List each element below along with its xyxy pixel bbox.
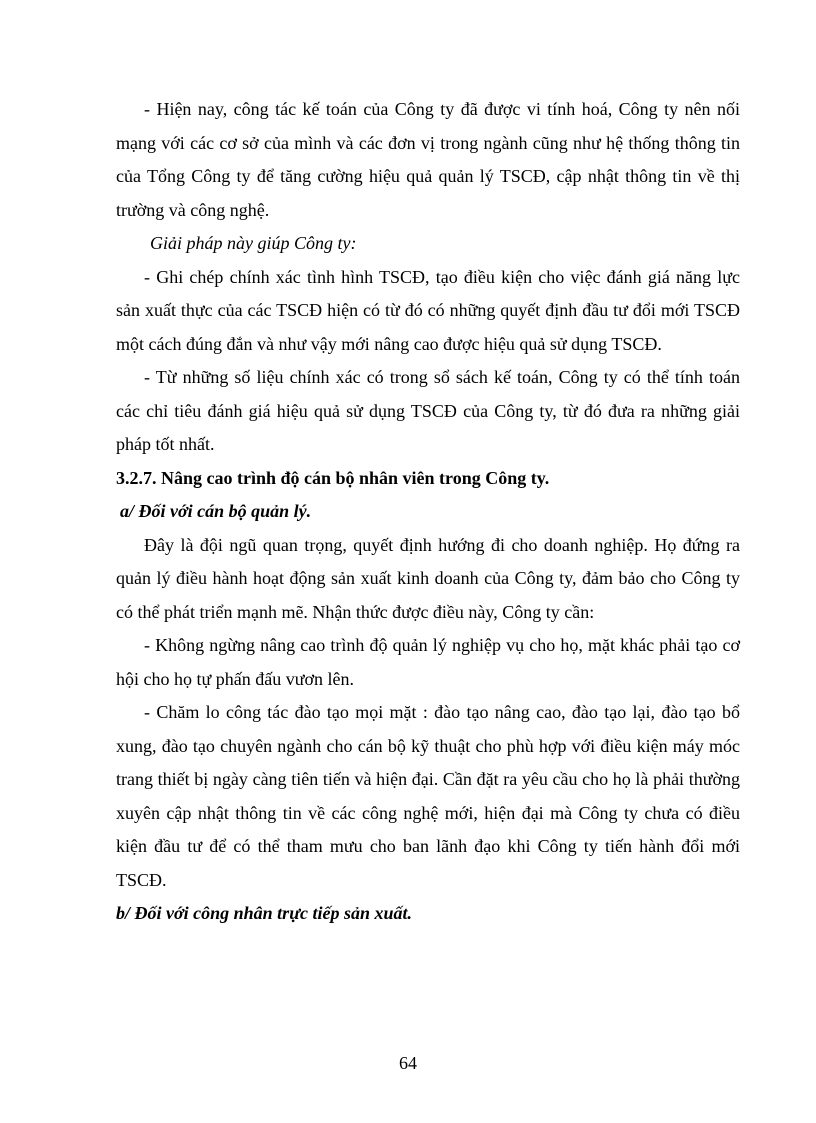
paragraph-managers-role: Đây là đội ngũ quan trọng, quyết định hướng đi cho doanh nghiệp. Họ đứng ra quản lý điều hành hoạt động sản xuất kinh doanh của Công ty, đảm bảo cho Công ty có thể phát triển mạnh mẽ. Nhận thức được điều này, Công ty cần: bbox=[116, 534, 740, 622]
section-heading: 3.2.7. Nâng cao trình độ cán bộ nhân viên trong Công ty. bbox=[116, 467, 550, 488]
subsection-heading-managers: a/ Đối với cán bộ quản lý. bbox=[120, 501, 312, 521]
paragraph-record-accuracy: - Ghi chép chính xác tình hình TSCĐ, tạo điều kiện cho việc đánh giá năng lực sản xuất thực của các TSCĐ hiện có từ đó có những quyết định đầu tư đổi mới TSCĐ một cách đúng đắn và như vậy mới nâng cao được hiệu quả sử dụng TSCĐ. bbox=[116, 266, 740, 354]
subsection-heading-workers: b/ Đối với công nhân trực tiếp sản xuất. bbox=[116, 903, 412, 923]
paragraph-accounting-data: - Từ những số liệu chính xác có trong sổ sách kế toán, Công ty có thể tính toán các chỉ tiêu đánh giá hiệu quả sử dụng TSCĐ của Công ty, từ đó đưa ra những giải pháp tốt nhất. bbox=[116, 367, 740, 454]
page-number: 64 bbox=[399, 1053, 417, 1073]
paragraph-improve-skills: - Không ngừng nâng cao trình độ quản lý nghiệp vụ cho họ, mặt khác phải tạo cơ hội cho họ tự phấn đấu vươn lên. bbox=[116, 635, 740, 689]
paragraph-training: - Chăm lo công tác đào tạo mọi mặt : đào tạo nâng cao, đào tạo lại, đào tạo bổ xung, đào tạo chuyên ngành cho cán bộ kỹ thuật cho phù hợp với điều kiện máy móc trang thiết bị ngày càng tiên tiến và hiện đại. Cần đặt ra yêu cầu cho họ là phải thường xuyên cập nhật thông tin về các công nghệ mới, hiện đại mà Công ty chưa có điều kiện đầu tư để có thể tham mưu cho ban lãnh đạo khi Công ty tiến hành đổi mới TSCĐ. bbox=[116, 702, 740, 890]
paragraph-computerization: - Hiện nay, công tác kế toán của Công ty đã được vi tính hoá, Công ty nên nối mạng với các cơ sở của mình và các đơn vị trong ngành cũng như hệ thống thông tin của Tổng Công ty để tăng cường hiệu quả quản lý TSCĐ, cập nhật thông tin về thị trường và công nghệ. bbox=[116, 99, 740, 220]
document-page bbox=[116, 93, 740, 931]
paragraph-solution-intro: Giải pháp này giúp Công ty: bbox=[150, 233, 357, 253]
